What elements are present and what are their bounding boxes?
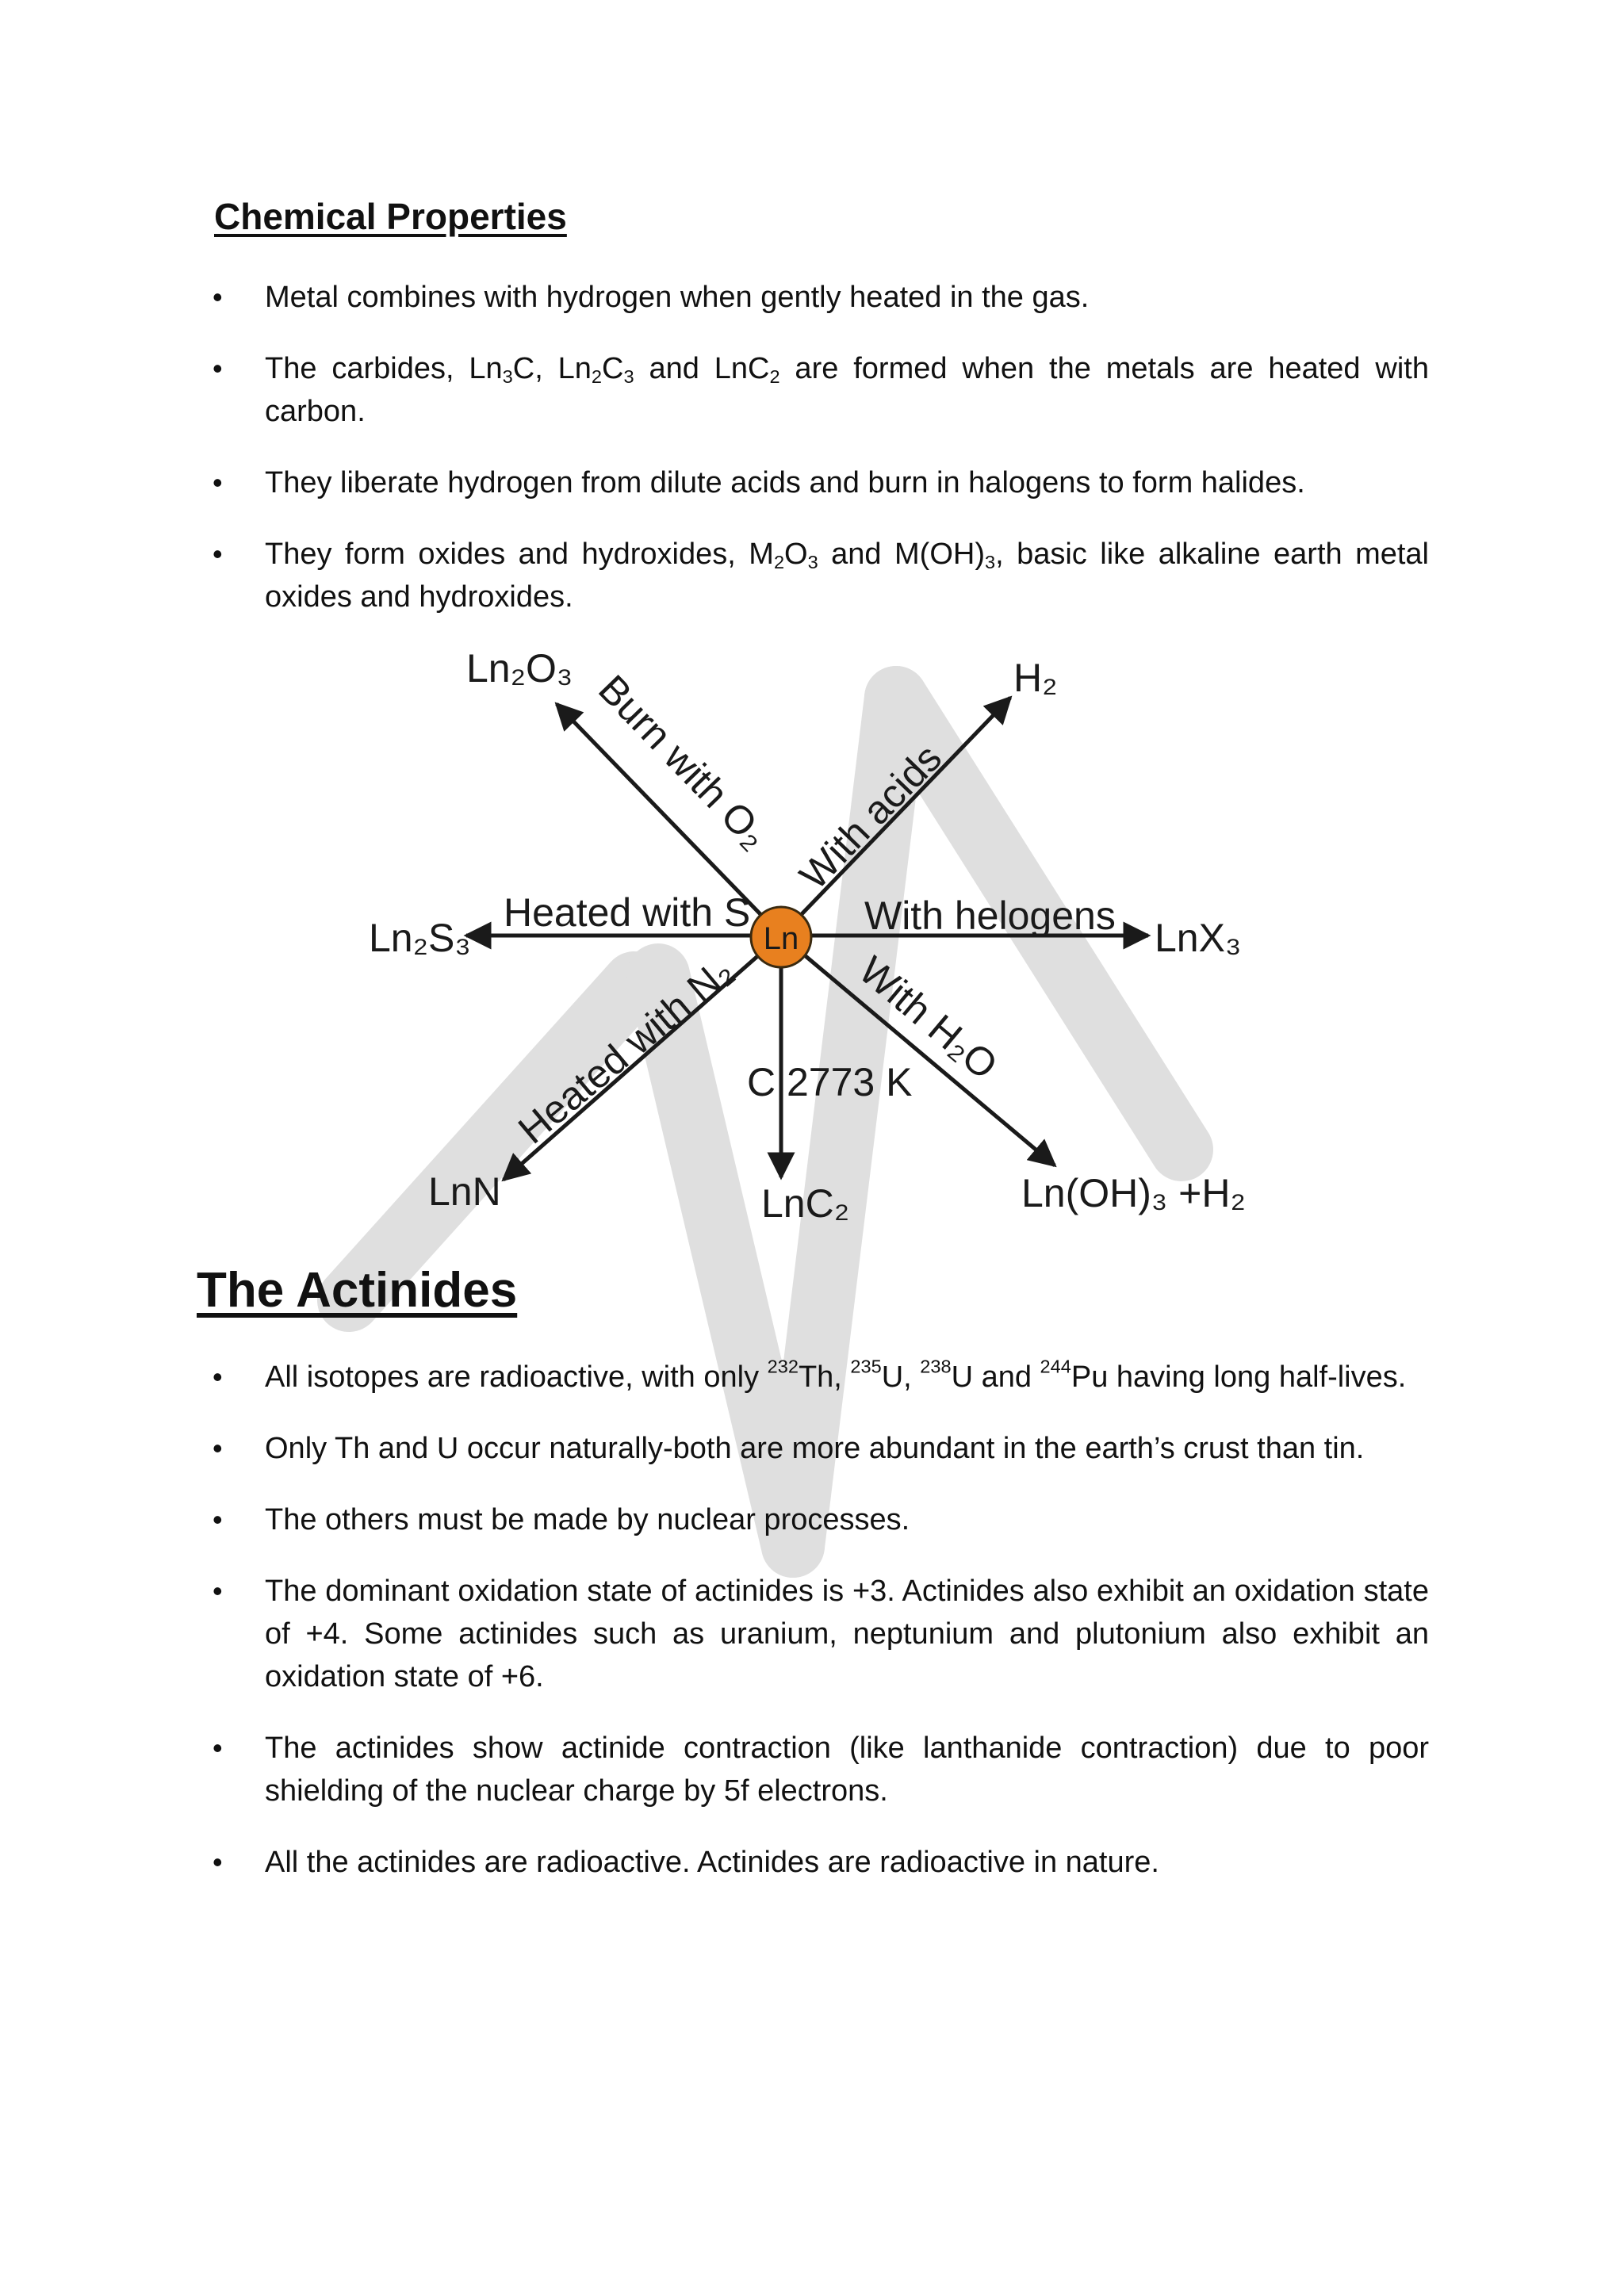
condition-up-right: With acids xyxy=(791,735,951,898)
list-item: • All isotopes are radioactive, with only $^{232}$Th, $^{235}$U, $^{238}$U and $^{244}$Pu having long half-lives. xyxy=(213,1356,1407,1394)
product-right: LnX₃ xyxy=(1155,916,1242,960)
section-heading-the-actinides: The Actinides xyxy=(197,1263,518,1318)
condition-down-right: With H₂O xyxy=(850,947,1006,1089)
center-ln-label: Ln xyxy=(763,921,799,956)
list-item: • Only Th and U occur naturally-both are more abundant in the earth’s crust than tin. xyxy=(213,1432,1365,1465)
product-down: LnC₂ xyxy=(761,1181,850,1226)
product-up-right: H₂ xyxy=(1013,656,1058,700)
condition-left: Heated with S xyxy=(504,890,751,935)
condition-down: C 2773 K xyxy=(747,1060,913,1104)
list-item: • All the actinides are radioactive. Actinides are radioactive in nature. xyxy=(213,1846,1159,1879)
list-item: • Metal combines with hydrogen when gently heated in the gas. xyxy=(213,281,1090,314)
product-down-right: Ln(OH)₃ +H₂ xyxy=(1021,1171,1246,1215)
condition-right: With helogens xyxy=(864,894,1116,938)
condition-up-left: Burn with O₂ xyxy=(590,666,777,858)
product-left: Ln₂S₃ xyxy=(369,916,471,960)
list-item: • The dominant oxidation state of actinides is +3. Actinides also exhibit an oxidation state of +4. Some actinides such as uranium, neptunium and plutonium also exhibit an oxidation state of +6. xyxy=(213,1575,1429,1693)
condition-down-left: Heated with N₂ xyxy=(510,948,741,1153)
arrow-down-right xyxy=(781,936,1055,1165)
list-item: • They liberate hydrogen from dilute acids and burn in halogens to form halides. xyxy=(213,466,1305,499)
section-heading-chemical-properties: Chemical Properties xyxy=(214,196,567,237)
list-item: • They form oxides and hydroxides, $M_2O_3$ and $M(OH)_3$, basic like alkaline earth metal oxides and hydroxides. xyxy=(213,538,1429,614)
actinides-list xyxy=(208,1356,1429,1912)
list-item: • The actinides show actinide contraction (like lanthanide contraction) due to poor shielding of the nuclear charge by 5f electrons. xyxy=(213,1732,1429,1808)
product-up-left: Ln₂O₃ xyxy=(466,646,573,691)
chemical-properties-list xyxy=(208,276,1429,647)
product-down-left: LnN xyxy=(428,1169,501,1214)
list-item: • The carbides, $Ln_3C$, $Ln_2C_3$ and LnC$_2$ are formed when the metals are heated with carbon. xyxy=(213,352,1429,428)
list-item: • The others must be made by nuclear processes. xyxy=(213,1503,910,1536)
